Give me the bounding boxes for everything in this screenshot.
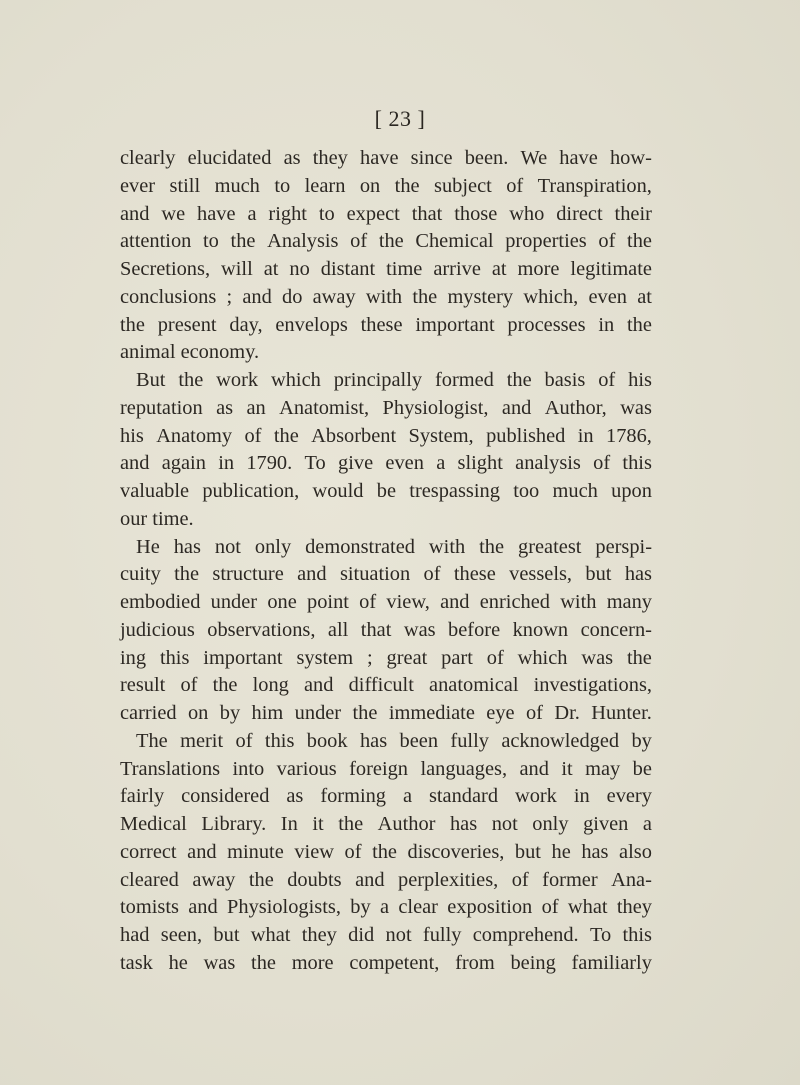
text-line: and again in 1790. To give even a slight analysis of this bbox=[120, 452, 652, 475]
text-line: and we have a right to expect that those who direct their bbox=[120, 202, 652, 225]
text-line: cuity the structure and situation of these vessels, but has bbox=[120, 563, 652, 586]
text-line: He has not only demonstrated with the greatest perspi- bbox=[136, 535, 652, 558]
text-line: attention to the Analysis of the Chemical properties of the bbox=[120, 230, 652, 253]
text-line: Translations into various foreign languages, and it may be bbox=[120, 757, 652, 780]
text-line: embodied under one point of view, and enriched with many bbox=[120, 591, 652, 613]
text-line: fairly considered as forming a standard work in every bbox=[120, 785, 652, 808]
text-line: the present day, envelops these important processes in the bbox=[120, 313, 652, 336]
text-line: reputation as an Anatomist, Physiologist, and Author, was bbox=[120, 396, 652, 419]
text-line: Secretions, will at no distant time arrive at more legitimate bbox=[120, 258, 652, 280]
text-line: valuable publication, would be trespassing too much upon bbox=[120, 480, 652, 502]
text-line: ever still much to learn on the subject of Transpiration, bbox=[120, 174, 652, 197]
text-line: The merit of this book has been fully acknowledged by bbox=[136, 729, 652, 752]
page-number: [ 23 ] bbox=[374, 106, 426, 131]
text-line: conclusions ; and do away with the mystery which, even at bbox=[120, 285, 652, 308]
text-line: ing this important system ; great part of which was the bbox=[120, 646, 652, 669]
text-line: clearly elucidated as they have since been. We have how- bbox=[120, 147, 652, 169]
text-line: had seen, but what they did not fully comprehend. To this bbox=[120, 924, 652, 946]
text-line: cleared away the doubts and perplexities, of former Ana- bbox=[120, 868, 652, 891]
text-line: carried on by him under the immediate eye of Dr. Hunter. bbox=[120, 702, 652, 724]
text-line: animal economy. bbox=[120, 341, 260, 364]
text-line: task he was the more competent, from being familiarly bbox=[120, 951, 652, 974]
text-line: But the work which principally formed the basis of his bbox=[136, 369, 652, 391]
text-line: our time. bbox=[120, 507, 194, 530]
body-text bbox=[120, 145, 652, 978]
text-line: judicious observations, all that was before known concern- bbox=[120, 618, 652, 641]
text-line: his Anatomy of the Absorbent System, published in 1786, bbox=[120, 424, 652, 447]
text-line: correct and minute view of the discoveries, but he has also bbox=[120, 840, 652, 863]
text-line: tomists and Physiologists, by a clear exposition of what they bbox=[120, 896, 652, 919]
text-line: result of the long and difficult anatomical investigations, bbox=[120, 674, 652, 697]
text-line: Medical Library. In it the Author has not only given a bbox=[120, 813, 652, 835]
